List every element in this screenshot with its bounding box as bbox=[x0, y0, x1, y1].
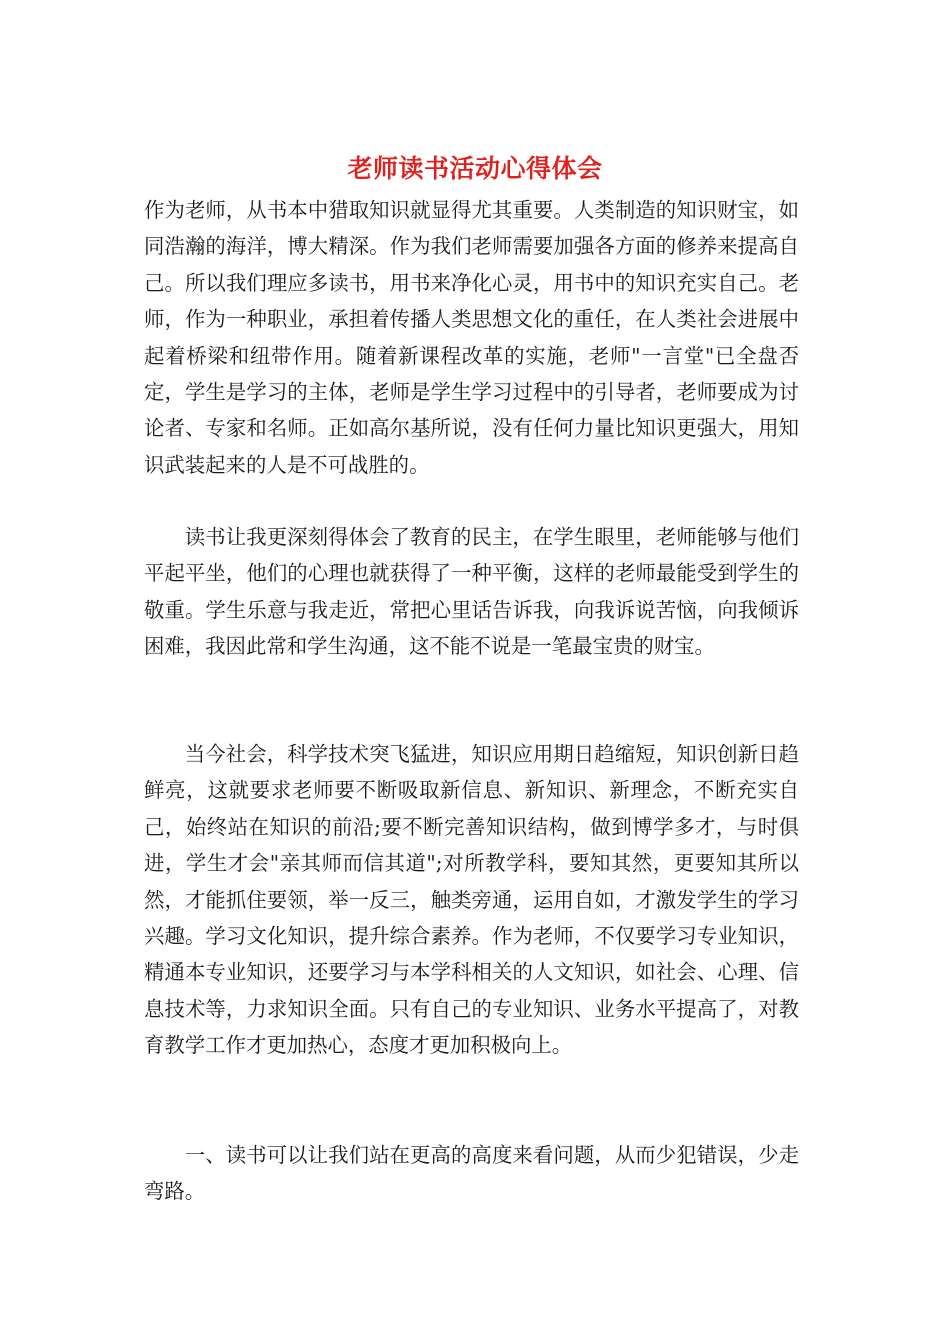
paragraph-intro: 作为老师，从书本中猎取知识就显得尤其重要。人类制造的知识财宝，如同浩瀚的海洋，博大精深。作为我们老师需要加强各方面的修养来提高自己。所以我们理应多读书，用书来净化心灵，用书中的知识充实自己。老师，作为一种职业，承担着传播人类思想文化的重任，在人类社会进展中起着桥梁和纽带作用。随着新课程改革的实施，老师"一言堂"已全盘否定，学生是学习的主体，老师是学生学习过程中的引导者，老师要成为讨论者、专家和名师。正如高尔基所说，没有任何力量比知识更强大，用知识武装起来的人是不可战胜的。 bbox=[144, 198, 799, 477]
paragraph-knowledge: 当今社会，科学技术突飞猛进，知识应用期日趋缩短，知识创新日趋鲜亮，这就要求老师要不断吸取新信息、新知识、新理念，不断充实自己，始终站在知识的前沿;要不断完善知识结构，做到博学多才，与时俱进，学生才会"亲其师而信其道";对所教学科，要知其然，更要知其所以然，才能抓住要领，举一反三，触类旁通，运用自如，才激发学生的学习兴趣。学习文化知识，提升综合素养。作为老师，不仅要学习专业知识，精通本专业知识，还要学习与本学科相关的人文知识，如社会、心理、信息技术等，力求知识全面。只有自己的专业知识、业务水平提高了，对教育教学工作才更加热心，态度才更加积极向上。 bbox=[144, 742, 799, 1058]
paragraph-democracy: 读书让我更深刻得体会了教育的民主，在学生眼里，老师能够与他们平起平坐，他们的心理也就获得了一种平衡，这样的老师最能受到学生的敬重。学生乐意与我走近，常把心里话告诉我，向我诉说苦恼，向我倾诉困难，我因此常和学生沟通，这不能不说是一笔最宝贵的财宝。 bbox=[144, 525, 799, 659]
page-title: 老师读书活动心得体会 bbox=[347, 154, 603, 183]
paragraph-point-one: 一、读书可以让我们站在更高的高度来看问题，从而少犯错误，少走弯路。 bbox=[144, 1143, 799, 1204]
